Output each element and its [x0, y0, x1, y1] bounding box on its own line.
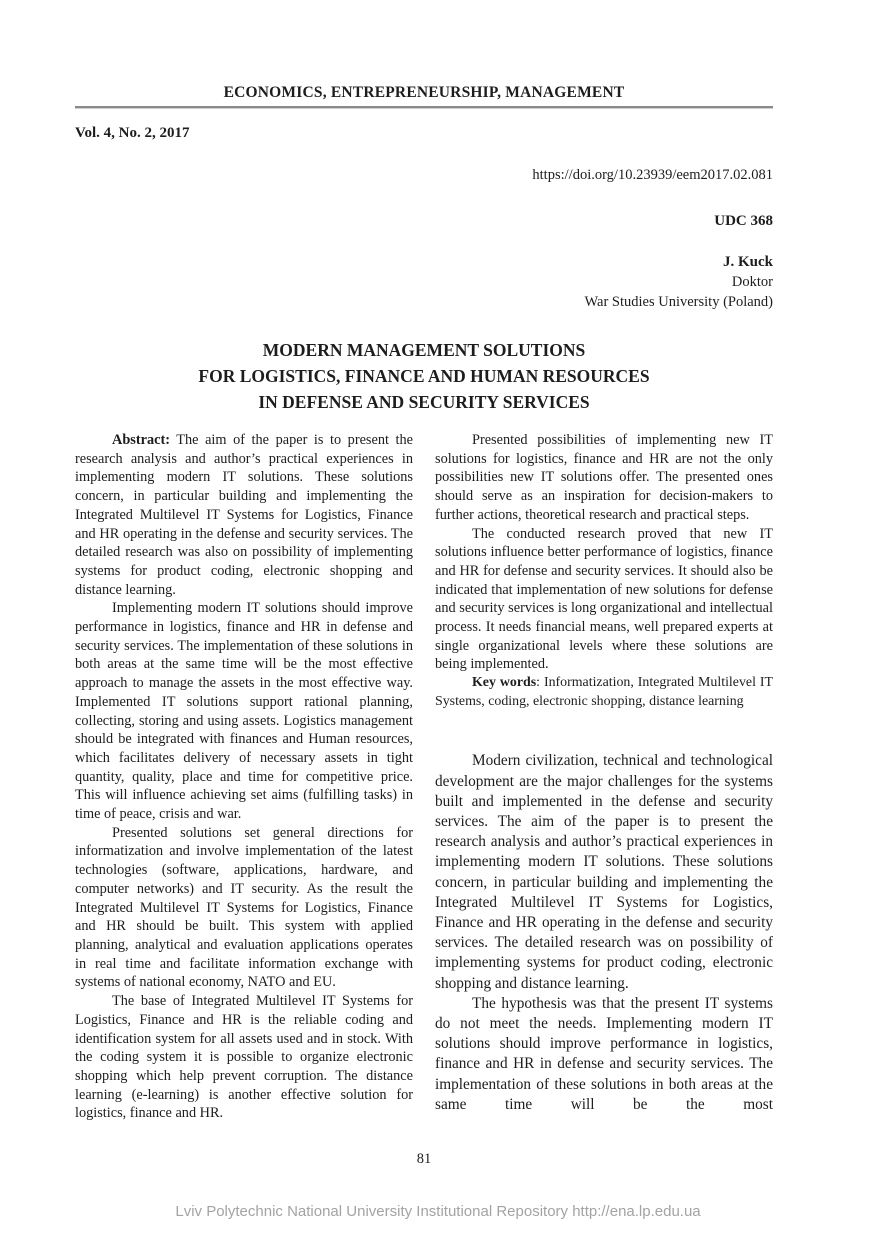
running-head	[75, 84, 773, 142]
doi-link: https://doi.org/10.23939/eem2017.02.081	[532, 167, 773, 183]
journal-header: ECONOMICS, ENTREPRENEURSHIP, MANAGEMENT	[223, 84, 625, 101]
udc-code: UDC 368	[714, 213, 773, 229]
body-paragraph: Modern civilization, technical and technological development are the major challenges for the systems built and implemented in the defense and security services. The aim of the paper is to present the research analysis and author’s practical experiences in implementing modern IT solutions. These solutions concern, in particular building and implementing the Integrated Multilevel IT Systems for Logistics, Finance and HR operating in the defense and security services. The detailed research was on possibility of implementing systems for product coding, electronic shopping and distance learning.	[435, 752, 773, 992]
abstract-paragraph: Presented solutions set general directions for informatization and involve implementation of the latest technologies (software, applications, hardware, and computer networks) and IT security. As the result the Integrated Multilevel IT Systems for Logistics, Finance and HR should be built. This system with applied planning, analytical and evaluation applications operates in real time and facilitate information exchange with systems of national economy, NATO and EU.	[75, 824, 413, 991]
paper-title-line2: FOR LOGISTICS, FINANCE AND HUMAN RESOURCES	[198, 366, 650, 386]
abstract-paragraph: The conducted research proved that new IT solutions influence better performance of logistics, finance and HR for defense and security services. It should also be indicated that implementation of new solutions for defense and security services is long organizational and intellectual process. It needs financial means, well prepared experts at single organizational levels where these solutions are being implemented.	[435, 525, 773, 673]
keywords	[435, 674, 773, 711]
abstract-text: The aim of the paper is to present the research analysis and author’s practical experiences in implementing modern IT solutions. These solutions concern, in particular building and implementing the Integrated Multilevel IT Systems for Logistics, Finance and HR operating in the defense and security services. The detailed research was also on possibility of implementing systems for product coding, electronic shopping and distance learning.	[75, 432, 413, 598]
repository-note: Lviv Polytechnic National University Institutional Repository http://ena.lp.edu.ua	[175, 1203, 701, 1220]
author-block	[75, 252, 773, 312]
abstract-paragraph	[75, 431, 413, 599]
paper-title-line1: MODERN MANAGEMENT SOLUTIONS	[262, 340, 586, 360]
paper-title-line3: IN DEFENSE AND SECURITY SERVICES	[258, 392, 590, 412]
left-column	[75, 431, 413, 1147]
two-column-body	[75, 431, 773, 1147]
right-column	[435, 431, 773, 1147]
abstract-paragraph: The base of Integrated Multilevel IT Systems for Logistics, Finance and HR is the reliable coding and identification system for all assets used and in stock. With the coding system it is possible to organize electronic shopping which help prevent corruption. The distance learning (e-learning) is another effective solution for logistics, finance and HR.	[75, 993, 413, 1122]
abstract-paragraph: Implementing modern IT solutions should improve performance in logistics, finance and HR in defense and security services. The implementation of these solutions in both areas at the same time will be the most effective approach to manage the assets in the most effective way. Implemented IT solutions support rational planning, collecting, storing and using assets. Logistics management should be integrated with finances and Human resources, which facilitates delivery of necessary assets in tight quantity, quality, place and time for competitive price. This will influence achieving set aims (fulfilling tasks) in time of peace, crisis and war.	[75, 600, 413, 823]
keywords-text: : Informatization, Integrated Multilevel IT Systems, coding, electronic shopping, distance learning	[435, 675, 773, 709]
paper-title	[75, 337, 773, 415]
author-degree: Doktor	[731, 274, 773, 290]
volume-issue: Vol. 4, No. 2, 2017	[75, 125, 190, 141]
author-affiliation: War Studies University (Poland)	[584, 294, 773, 310]
abstract-paragraph: Presented possibilities of implementing new IT solutions for logistics, finance and HR are not the only possibilities new IT solutions offer. The presented ones should serve as an inspiration for decision-makers to further actions, theoretical research and practical steps.	[435, 432, 773, 523]
author-name: J. Kuck	[722, 254, 773, 270]
body-paragraph: The hypothesis was that the present IT systems do not meet the needs. Implementing modern IT solutions should improve performance in logistics, finance and HR in defense and security services. The implementation of these solutions in both areas at the same time will be the most	[435, 994, 773, 1113]
keywords-label: Key words	[472, 675, 537, 691]
page-number: 81	[416, 1151, 432, 1167]
header-rule	[75, 106, 773, 108]
abstract-label: Abstract:	[112, 432, 170, 448]
